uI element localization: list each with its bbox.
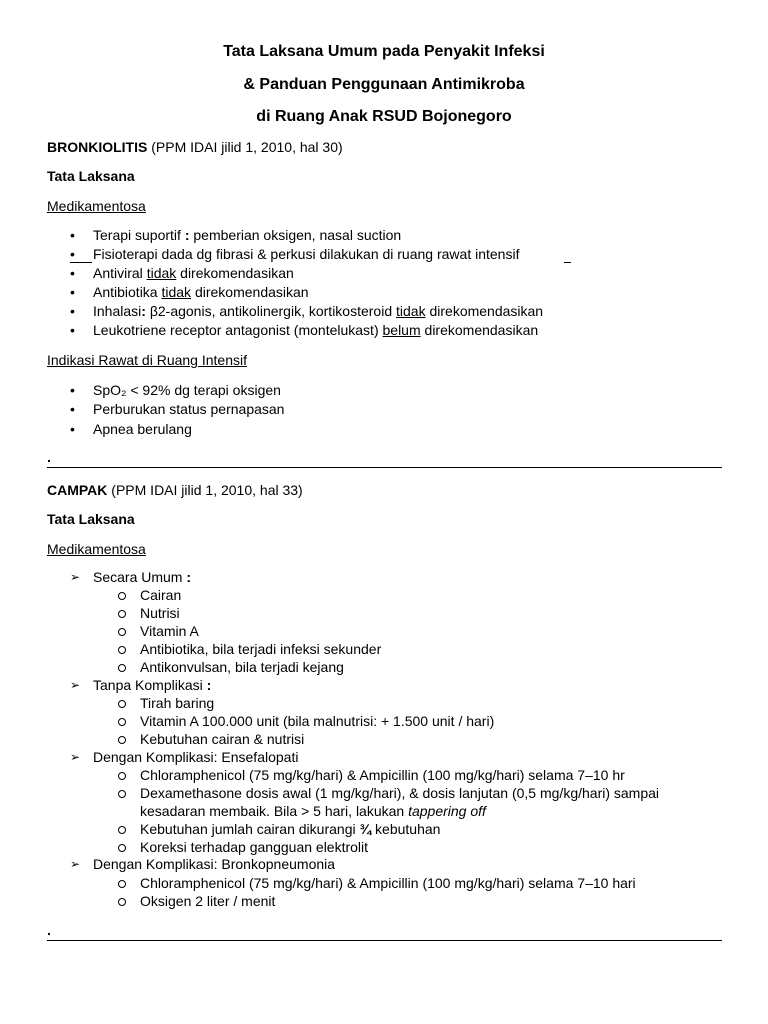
list-item: Fisioterapi dada dg fibrasi & perkusi dilakukan di ruang rawat intensif xyxy=(93,246,520,262)
arrow-bullet-icon: ➢ xyxy=(70,857,81,871)
circle-bullet-icon xyxy=(118,880,126,888)
indikasi-heading: Indikasi Rawat di Ruang Intensif xyxy=(47,352,247,368)
separator-dot: . xyxy=(47,922,51,938)
group-label: Secara Umum : xyxy=(93,569,192,585)
circle-bullet-icon xyxy=(118,646,126,654)
list-item-continuation: kesadaran membaik. Bila > 5 hari, lakukan tappering off xyxy=(140,803,486,819)
list-item: SpO₂ < 92% dg terapi oksigen xyxy=(93,382,281,398)
list-item: Oksigen 2 liter / menit xyxy=(140,893,276,909)
circle-bullet-icon xyxy=(118,718,126,726)
underline-mark xyxy=(564,262,571,263)
medikamentosa-heading: Medikamentosa xyxy=(47,198,146,214)
circle-bullet-icon xyxy=(118,772,126,780)
document-title-line-1: Tata Laksana Umum pada Penyakit Infeksi xyxy=(223,43,545,60)
list-item: Dexamethasone dosis awal (1 mg/kg/hari), & dosis lanjutan (0,5 mg/kg/hari) sampai xyxy=(140,785,660,801)
section-divider xyxy=(47,467,722,468)
medikamentosa-heading: Medikamentosa xyxy=(47,541,146,557)
section-heading-campak xyxy=(47,482,303,498)
group-label: Tanpa Komplikasi : xyxy=(93,677,212,693)
underline-mark xyxy=(70,262,92,263)
list-item: Kebutuhan jumlah cairan dikurangi ¾ kebutuhan xyxy=(140,821,441,837)
circle-bullet-icon xyxy=(118,700,126,708)
bullet-icon: • xyxy=(70,421,75,437)
bullet-icon: • xyxy=(70,322,75,338)
list-item: Tirah baring xyxy=(140,695,215,711)
circle-bullet-icon xyxy=(118,790,126,798)
list-item: Terapi suportif : pemberian oksigen, nasal suction xyxy=(93,227,402,243)
bullet-icon: • xyxy=(70,401,75,417)
circle-bullet-icon xyxy=(118,826,126,834)
bullet-icon: • xyxy=(70,303,75,319)
list-item: Vitamin A 100.000 unit (bila malnutrisi: + 1.500 unit / hari) xyxy=(140,713,495,729)
bullet-icon: • xyxy=(70,382,75,398)
circle-bullet-icon xyxy=(118,610,126,618)
list-item: Apnea berulang xyxy=(93,421,192,437)
list-item: Nutrisi xyxy=(140,605,180,621)
list-item: Antiviral tidak direkomendasikan xyxy=(93,265,294,281)
list-item: Antibiotika tidak direkomendasikan xyxy=(93,284,309,300)
section-heading-bronkiolitis xyxy=(47,139,343,155)
list-item: Inhalasi: β2-agonis, antikolinergik, kortikosteroid tidak direkomendasikan xyxy=(93,303,544,319)
list-item: Perburukan status pernapasan xyxy=(93,401,285,417)
group-label: Dengan Komplikasi: Ensefalopati xyxy=(93,749,299,765)
separator-dot: . xyxy=(47,449,51,465)
circle-bullet-icon xyxy=(118,844,126,852)
group-label: Dengan Komplikasi: Bronkopneumonia xyxy=(93,856,336,872)
circle-bullet-icon xyxy=(118,898,126,906)
document-title-line-3: di Ruang Anak RSUD Bojonegoro xyxy=(256,108,512,125)
disease-name: BRONKIOLITIS xyxy=(47,139,148,155)
list-item: Antikonvulsan, bila terjadi kejang xyxy=(140,659,344,675)
bullet-icon: • xyxy=(70,227,75,243)
list-item: Cairan xyxy=(140,587,182,603)
list-item: Antibiotika, bila terjadi infeksi sekunder xyxy=(140,641,382,657)
arrow-bullet-icon: ➢ xyxy=(70,570,81,584)
list-item: Koreksi terhadap gangguan elektrolit xyxy=(140,839,369,855)
list-item: Kebutuhan cairan & nutrisi xyxy=(140,731,305,747)
circle-bullet-icon xyxy=(118,664,126,672)
circle-bullet-icon xyxy=(118,592,126,600)
reference: (PPM IDAI jilid 1, 2010, hal 30) xyxy=(147,139,343,155)
tata-laksana-heading: Tata Laksana xyxy=(47,168,135,184)
arrow-bullet-icon: ➢ xyxy=(70,678,81,692)
reference: (PPM IDAI jilid 1, 2010, hal 33) xyxy=(107,482,303,498)
tata-laksana-heading: Tata Laksana xyxy=(47,511,135,527)
bullet-icon: • xyxy=(70,246,75,262)
document-title-line-2: & Panduan Penggunaan Antimikroba xyxy=(243,76,525,93)
list-item: Chloramphenicol (75 mg/kg/hari) & Ampicillin (100 mg/kg/hari) selama 7–10 hr xyxy=(140,767,625,783)
list-item: Vitamin A xyxy=(140,623,199,639)
section-divider xyxy=(47,940,722,941)
arrow-bullet-icon: ➢ xyxy=(70,750,81,764)
circle-bullet-icon xyxy=(118,628,126,636)
bullet-icon: • xyxy=(70,265,75,281)
disease-name: CAMPAK xyxy=(47,482,108,498)
list-item: Chloramphenicol (75 mg/kg/hari) & Ampicillin (100 mg/kg/hari) selama 7–10 hari xyxy=(140,875,636,891)
bullet-icon: • xyxy=(70,284,75,300)
circle-bullet-icon xyxy=(118,736,126,744)
list-item: Leukotriene receptor antagonist (montelukast) belum direkomendasikan xyxy=(93,322,539,338)
